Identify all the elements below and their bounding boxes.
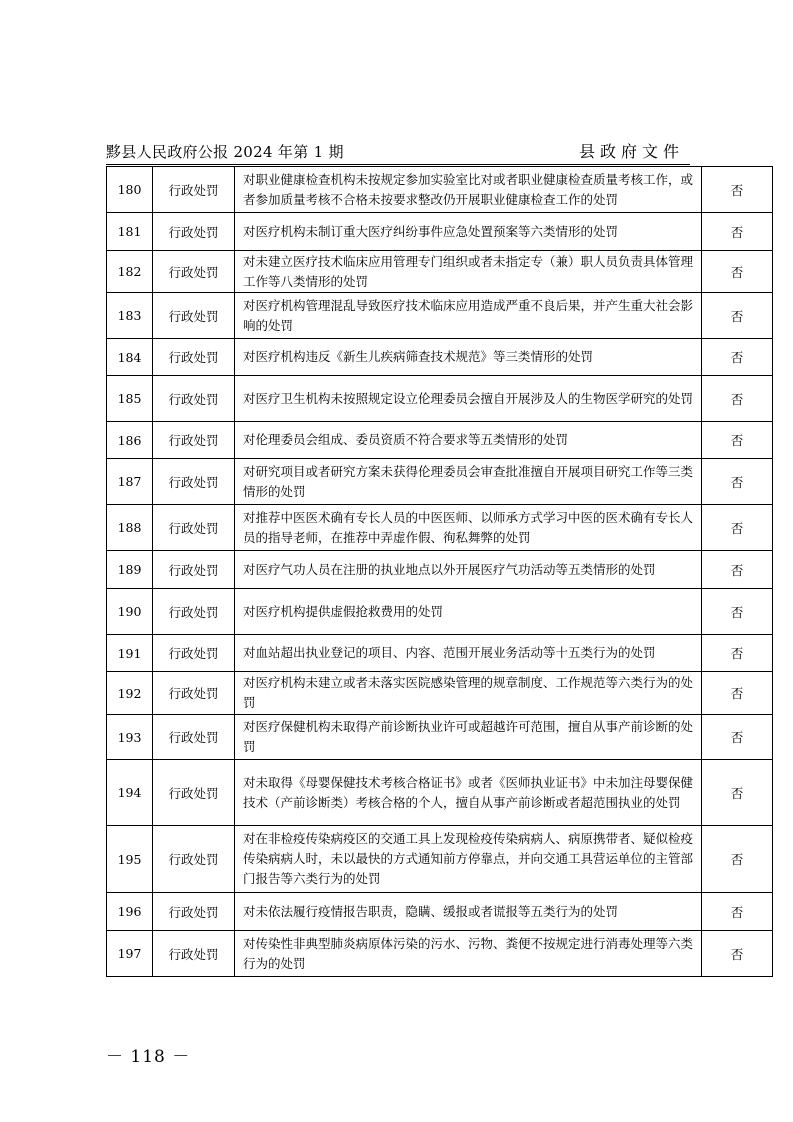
row-name [235, 459, 702, 505]
page-number: － 118 － [106, 1047, 191, 1067]
row-name-text: 对未建立医疗技术临床应用管理专门组织或者未指定专（兼）职人员负责具体管理工作等八类情形的处罚 [243, 253, 694, 289]
row-number: 188 [107, 505, 153, 551]
row-name-text: 对医疗气功人员在注册的执业地点以外开展医疗气功活动等五类情形的处罚 [243, 561, 656, 577]
page-header [106, 139, 690, 165]
row-number: 193 [107, 715, 153, 760]
row-flag: 否 [702, 635, 773, 672]
row-name [235, 635, 702, 672]
row-name [235, 826, 702, 893]
table-row [107, 589, 773, 635]
table-row [107, 422, 773, 459]
row-name-text: 对医疗卫生机构未按照规定设立伦理委员会擅自开展涉及人的生物医学研究的处罚 [243, 390, 694, 406]
row-number: 195 [107, 826, 153, 893]
row-flag: 否 [702, 551, 773, 589]
row-number: 186 [107, 422, 153, 459]
row-name [235, 672, 702, 715]
row-flag: 否 [702, 715, 773, 760]
table-row [107, 459, 773, 505]
table-row [107, 339, 773, 376]
row-number: 192 [107, 672, 153, 715]
row-type: 行政处罚 [153, 422, 235, 459]
row-name [235, 213, 702, 251]
row-type: 行政处罚 [153, 293, 235, 339]
row-flag: 否 [702, 760, 773, 826]
table-row [107, 635, 773, 672]
gazette-title: 黟县人民政府公报 2024 年第 1 期 [106, 143, 344, 161]
table-row [107, 551, 773, 589]
table-row [107, 167, 773, 213]
row-name-text: 对未取得《母婴保健技术考核合格证书》或者《医师执业证书》中未加注母婴保健技术（产前诊断类）考核合格的个人，擅自从事产前诊断或者超范围执业的处罚 [243, 774, 694, 810]
row-name [235, 167, 702, 213]
row-name [235, 715, 702, 760]
row-number: 191 [107, 635, 153, 672]
table-row [107, 715, 773, 760]
row-flag: 否 [702, 293, 773, 339]
row-name-text: 对医疗机构违反《新生儿疾病筛查技术规范》等三类情形的处罚 [243, 349, 594, 364]
row-name [235, 893, 702, 931]
penalty-table [106, 166, 773, 977]
row-type: 行政处罚 [153, 672, 235, 715]
table-row [107, 505, 773, 551]
table-row [107, 931, 773, 977]
row-name [235, 376, 702, 422]
table-row [107, 826, 773, 893]
row-number: 194 [107, 760, 153, 826]
row-type: 行政处罚 [153, 339, 235, 376]
row-type: 行政处罚 [153, 251, 235, 293]
row-name [235, 589, 702, 635]
table-row [107, 760, 773, 826]
row-name-text: 对医疗机构未制订重大医疗纠纷事件应急处置预案等六类情形的处罚 [243, 223, 619, 239]
row-name-text: 对伦理委员会组成、委员资质不符合要求等五类情形的处罚 [243, 432, 569, 447]
row-type: 行政处罚 [153, 635, 235, 672]
row-name [235, 551, 702, 589]
row-name [235, 760, 702, 826]
table-row [107, 672, 773, 715]
row-type: 行政处罚 [153, 893, 235, 931]
row-flag: 否 [702, 931, 773, 977]
header-rule [106, 164, 690, 165]
row-number: 190 [107, 589, 153, 635]
table-row [107, 893, 773, 931]
row-name [235, 931, 702, 977]
table-row [107, 293, 773, 339]
row-type: 行政处罚 [153, 589, 235, 635]
row-name [235, 339, 702, 376]
row-number: 182 [107, 251, 153, 293]
table-row [107, 251, 773, 293]
row-name-text: 对研究项目或者研究方案未获得伦理委员会审查批准擅自开展项目研究工作等三类情形的处罚 [243, 463, 694, 499]
row-flag: 否 [702, 376, 773, 422]
row-type: 行政处罚 [153, 715, 235, 760]
row-type: 行政处罚 [153, 551, 235, 589]
row-name-text: 对医疗机构未建立或者未落实医院感染管理的规章制度、工作规范等六类行为的处罚 [243, 675, 694, 710]
row-name-text: 对血站超出执业登记的项目、内容、范围开展业务活动等十五类行为的处罚 [243, 645, 656, 660]
row-flag: 否 [702, 505, 773, 551]
row-type: 行政处罚 [153, 376, 235, 422]
row-type: 行政处罚 [153, 931, 235, 977]
row-type: 行政处罚 [153, 505, 235, 551]
row-name-text: 对推荐中医医术确有专长人员的中医医师、以师承方式学习中医的医术确有专长人员的指导老师，在推荐中弄虚作假、徇私舞弊的处罚 [243, 509, 694, 545]
row-number: 185 [107, 376, 153, 422]
row-name-text: 对医疗机构管理混乱导致医疗技术临床应用造成严重不良后果，并产生重大社会影响的处罚 [243, 297, 694, 333]
row-type: 行政处罚 [153, 213, 235, 251]
row-flag: 否 [702, 826, 773, 893]
row-number: 181 [107, 213, 153, 251]
row-name-text: 对医疗机构提供虚假抢救费用的处罚 [243, 603, 444, 619]
row-flag: 否 [702, 213, 773, 251]
row-flag: 否 [702, 893, 773, 931]
row-flag: 否 [702, 672, 773, 715]
row-type: 行政处罚 [153, 167, 235, 213]
row-number: 197 [107, 931, 153, 977]
row-flag: 否 [702, 339, 773, 376]
table-row [107, 376, 773, 422]
row-flag: 否 [702, 422, 773, 459]
row-name [235, 251, 702, 293]
table-row [107, 213, 773, 251]
row-name [235, 422, 702, 459]
row-name-text: 对未依法履行疫情报告职责，隐瞒、缓报或者谎报等五类行为的处罚 [243, 903, 619, 919]
row-flag: 否 [702, 167, 773, 213]
row-name-text: 对在非检疫传染病疫区的交通工具上发现检疫传染病病人、病原携带者、疑似检疫传染病病人时，未以最快的方式通知前方停靠点，并向交通工具营运单位的主管部门报告等六类行为的处罚 [243, 831, 694, 886]
row-number: 196 [107, 893, 153, 931]
row-flag: 否 [702, 251, 773, 293]
row-name-text: 对职业健康检查机构未按规定参加实验室比对或者职业健康检查质量考核工作，或者参加质量考核不合格未按要求整改仍开展职业健康检查工作的处罚 [243, 171, 694, 207]
row-name [235, 505, 702, 551]
row-type: 行政处罚 [153, 459, 235, 505]
row-name-text: 对医疗保健机构未取得产前诊断执业许可或超越许可范围，擅自从事产前诊断的处罚 [243, 719, 694, 754]
row-number: 189 [107, 551, 153, 589]
row-number: 183 [107, 293, 153, 339]
row-type: 行政处罚 [153, 760, 235, 826]
section-title: 县政府文件 [578, 142, 684, 161]
row-type: 行政处罚 [153, 826, 235, 893]
row-flag: 否 [702, 589, 773, 635]
row-number: 180 [107, 167, 153, 213]
row-flag: 否 [702, 459, 773, 505]
row-name [235, 293, 702, 339]
row-number: 184 [107, 339, 153, 376]
row-name-text: 对传染性非典型肺炎病原体污染的污水、污物、粪便不按规定进行消毒处理等六类行为的处罚 [243, 935, 694, 971]
row-number: 187 [107, 459, 153, 505]
